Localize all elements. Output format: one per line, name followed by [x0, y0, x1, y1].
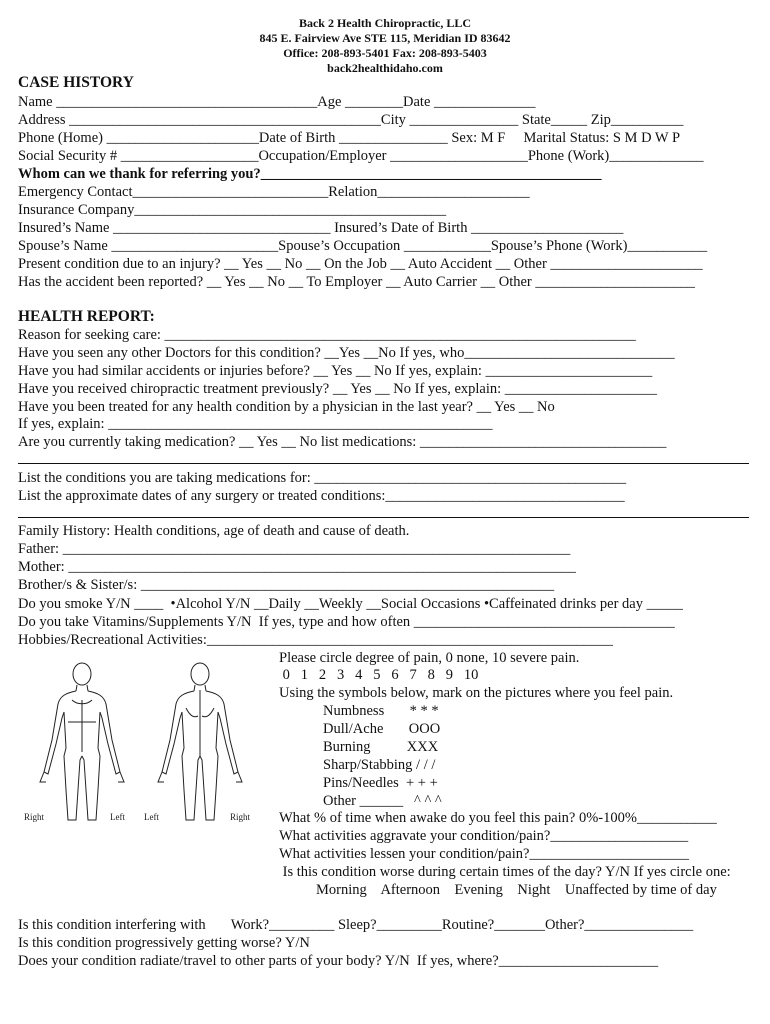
fig-label-left-back: Left: [144, 812, 159, 822]
chiro-treatment-line[interactable]: Have you received chiropractic treatment previously? __ Yes __ No If yes, explain: _____________________: [18, 381, 658, 397]
surgery-dates-line[interactable]: List the approximate dates of any surgery or treated conditions:_________________________________: [18, 488, 625, 504]
blank-line[interactable]: [18, 517, 749, 518]
spouse-line[interactable]: Spouse’s Name _______________________Spouse’s Occupation ____________Spouse’s Phone (Work)___________: [18, 238, 708, 254]
symbol-other[interactable]: Other ______ ^ ^ ^: [323, 793, 442, 809]
clinic-name: Back 2 Health Chiropractic, LLC: [298, 16, 472, 30]
accident-reported-line[interactable]: Has the accident been reported? __ Yes __ No __ To Employer __ Auto Carrier __ Other ______________________: [18, 274, 695, 290]
reason-line[interactable]: Reason for seeking care: _________________________________________________________________: [18, 327, 636, 343]
insurance-company-line[interactable]: Insurance Company___________________________________________: [18, 202, 447, 218]
clinic-address: 845 E. Fairview Ave STE 115, Meridian ID 83642: [259, 31, 511, 45]
front-body-figure: [40, 663, 124, 820]
symbol-burning: Burning XXX: [323, 739, 439, 755]
address-line[interactable]: Address ___________________________________________City _______________ State_____ Zip__________: [18, 112, 684, 128]
emergency-contact-line[interactable]: Emergency Contact___________________________Relation_____________________: [18, 184, 530, 200]
clinic-website: back2healthidaho.com: [327, 61, 443, 75]
back-body-figure: [158, 663, 242, 820]
ssn-line[interactable]: Social Security # ___________________Occupation/Employer ___________________Phone (Work)_____________: [18, 148, 704, 164]
fig-label-right-front: Right: [24, 812, 45, 822]
fig-label-left-front: Left: [110, 812, 125, 822]
symbol-pins-needles: Pins/Needles + + +: [323, 775, 438, 791]
phone-line[interactable]: Phone (Home) _____________________Date of Birth _______________ Sex: M F Marital Status: S M D W P: [18, 130, 681, 146]
symbol-dull-ache: Dull/Ache OOO: [323, 721, 441, 737]
interfering-line[interactable]: Is this condition interfering with Work?_________ Sleep?_________Routine?_______Other?_______________: [18, 917, 694, 933]
time-of-day-options[interactable]: Morning Afternoon Evening Night Unaffected by time of day: [316, 882, 717, 898]
fig-label-right-back: Right: [230, 812, 251, 822]
health-report-title: HEALTH REPORT:: [18, 308, 155, 325]
progressively-worse-line[interactable]: Is this condition progressively getting worse? Y/N: [18, 935, 310, 951]
physician-treatment-line[interactable]: Have you been treated for any health condition by a physician in the last year? __ Yes __ No: [18, 399, 555, 415]
injury-line[interactable]: Present condition due to an injury? __ Yes __ No __ On the Job __ Auto Accident __ Other _____________________: [18, 256, 703, 272]
case-history-title: CASE HISTORY: [18, 74, 134, 91]
pain-scale-numbers[interactable]: 0 1 2 3 4 5 6 7 8 9 10: [279, 667, 479, 683]
pain-percent-line[interactable]: What % of time when awake do you feel this pain? 0%-100%___________: [279, 810, 717, 826]
symbol-sharp-stabbing: Sharp/Stabbing / / /: [323, 757, 436, 773]
medication-conditions-line[interactable]: List the conditions you are taking medications for: ___________________________________________: [18, 470, 627, 486]
vitamins-line[interactable]: Do you take Vitamins/Supplements Y/N If yes, type and how often ____________________________________: [18, 614, 675, 630]
pain-scale-instruction: Please circle degree of pain, 0 none, 10 severe pain.: [279, 650, 580, 666]
blank-line[interactable]: [18, 463, 749, 464]
similar-accidents-line[interactable]: Have you had similar accidents or injuries before? __ Yes __ No If yes, explain: _______________________: [18, 363, 653, 379]
smoke-alcohol-line[interactable]: Do you smoke Y/N ____ •Alcohol Y/N __Daily __Weekly __Social Occasions •Caffeinated drinks per day _____: [18, 596, 683, 612]
explain-line[interactable]: If yes, explain: _____________________________________________________: [18, 416, 493, 432]
pain-symbols-instruction: Using the symbols below, mark on the pictures where you feel pain.: [279, 685, 674, 701]
referral-line[interactable]: Whom can we thank for referring you?_______________________________________________: [18, 166, 602, 182]
lessen-line[interactable]: What activities lessen your condition/pain?______________________: [279, 846, 689, 862]
name-line[interactable]: Name ____________________________________Age ________Date ______________: [18, 94, 536, 110]
family-history-label: Family History: Health conditions, age of death and cause of death.: [18, 523, 410, 539]
insured-name-line[interactable]: Insured’s Name ______________________________ Insured’s Date of Birth _____________________: [18, 220, 624, 236]
other-doctors-line[interactable]: Have you seen any other Doctors for this condition? __Yes __No If yes, who_____________________________: [18, 345, 675, 361]
medication-line[interactable]: Are you currently taking medication? __ Yes __ No list medications: __________________________________: [18, 434, 667, 450]
siblings-line[interactable]: Brother/s & Sister/s: _________________________________________________________: [18, 577, 555, 593]
father-line[interactable]: Father: ______________________________________________________________________: [18, 541, 571, 557]
hobbies-line[interactable]: Hobbies/Recreational Activities:________________________________________________________: [18, 632, 613, 648]
symbol-numbness: Numbness * * *: [323, 703, 439, 719]
radiate-line[interactable]: Does your condition radiate/travel to other parts of your body? Y/N If yes, where?______________________: [18, 953, 659, 969]
clinic-phone: Office: 208-893-5401 Fax: 208-893-5403: [283, 46, 487, 60]
mother-line[interactable]: Mother: ______________________________________________________________________: [18, 559, 576, 575]
body-diagram[interactable]: [22, 660, 260, 828]
time-of-day-question: Is this condition worse during certain times of the day? Y/N If yes circle one:: [279, 864, 731, 880]
aggravate-line[interactable]: What activities aggravate your condition/pain?___________________: [279, 828, 689, 844]
